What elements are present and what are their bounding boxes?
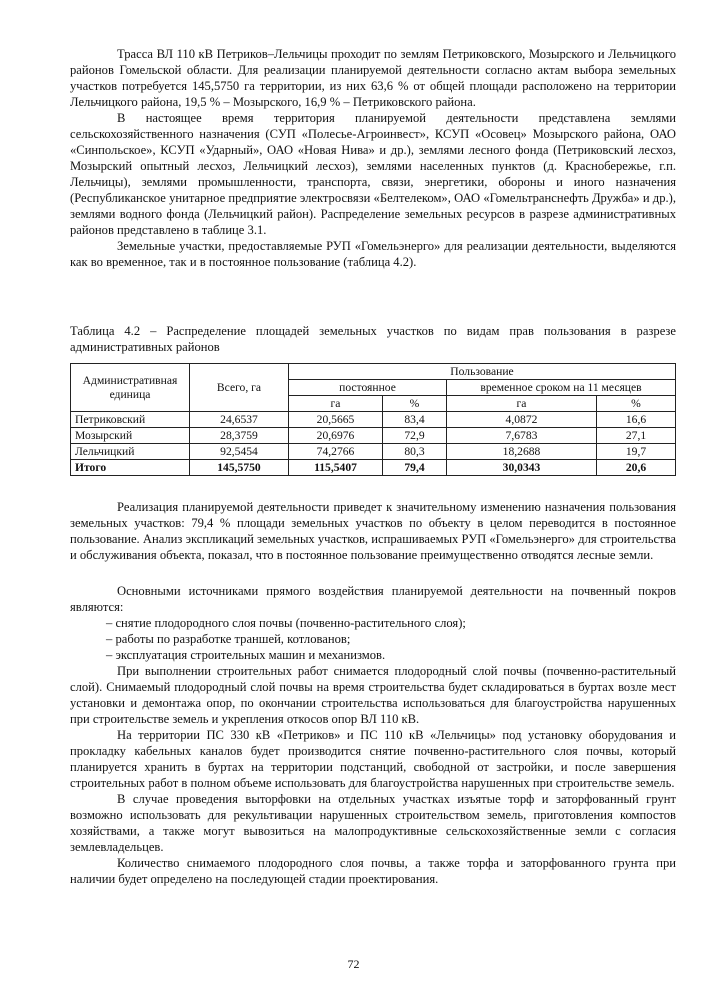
cell-admin-unit: Петриковский: [71, 412, 190, 428]
cell-permanent-pct: 72,9: [383, 428, 447, 444]
header-admin-unit: Административная единица: [71, 364, 190, 412]
table-row: [71, 428, 676, 444]
paragraph-quantity: Количество снимаемого плодородного слоя почвы, а также торфа и заторфованного грунта при наличии будет определено на последующей стадии проектирования.: [70, 856, 676, 886]
table-caption: Таблица 4.2 – Распределение площадей земельных участков по видам прав пользования в разрезе административных районов: [70, 324, 676, 354]
list-item: – работы по разработке траншей, котлованов;: [106, 632, 351, 646]
cell-total: 145,5750: [190, 460, 289, 476]
header-temporary-pct: %: [597, 396, 676, 412]
header-total-area: Всего, га: [190, 364, 289, 412]
cell-temporary-ha: 30,0343: [447, 460, 597, 476]
table-total-row: [71, 460, 676, 476]
cell-permanent-pct: 83,4: [383, 412, 447, 428]
page-number: 72: [347, 957, 360, 971]
cell-permanent-ha: 74,2766: [289, 444, 383, 460]
header-permanent-pct: %: [383, 396, 447, 412]
body-section: [70, 499, 676, 887]
table-row: [71, 412, 676, 428]
header-temporary-ha: га: [447, 396, 597, 412]
cell-permanent-ha: 115,5407: [289, 460, 383, 476]
cell-permanent-pct: 80,3: [383, 444, 447, 460]
cell-admin-unit: Мозырский: [71, 428, 190, 444]
land-distribution-table: [70, 363, 676, 476]
list-item: – снятие плодородного слоя почвы (почвенно-растительного слоя);: [106, 616, 466, 630]
cell-admin-unit: Лельчицкий: [71, 444, 190, 460]
table-row: [71, 444, 676, 460]
cell-total: 28,3759: [190, 428, 289, 444]
cell-temporary-ha: 18,2688: [447, 444, 597, 460]
paragraph-peat: В случае проведения выторфовки на отдельных участках изъятые торф и заторфованный грунт возможно использовать для рекультивации нарушенных строительством земель, приготовления компостов хозяйствами, а также могут вывозиться на малопродуктивные сельскохозяйственные земли с согласия землевладельцев.: [70, 792, 676, 854]
cell-permanent-pct: 79,4: [383, 460, 447, 476]
paragraph-land-plots: Земельные участки, предоставляемые РУП «Гомельэнерго» для реализации деятельности, выделяются как во временное, так и в постоянное пользование (таблица 4.2).: [70, 239, 676, 269]
paragraph-route: Трасса ВЛ 110 кВ Петриков–Лельчицы проходит по землям Петриковского, Мозырского и Лельчицкого районов Гомельской области. Для реализации планируемой деятельности согласно актам выбора земельных участков потребуется 145,5750 га территории, из них 63,6 % от общей площади расположено на территории Лельчицкого района, 19,5 % – Мозырского, 16,9 % – Петриковского района.: [70, 47, 676, 109]
cell-temporary-ha: 7,6783: [447, 428, 597, 444]
cell-temporary-pct: 16,6: [597, 412, 676, 428]
cell-permanent-ha: 20,6976: [289, 428, 383, 444]
header-permanent-ha: га: [289, 396, 383, 412]
cell-permanent-ha: 20,5665: [289, 412, 383, 428]
cell-temporary-pct: 19,7: [597, 444, 676, 460]
paragraph-land-categories: В настоящее время территория планируемой деятельности представлена землями сельскохозяйственного назначения (СУП «Полесье-Агроинвест», КСУП «Осовец» Мозырского района, ОАО «Синпольское», КСУП «Ударный», ОАО «Новая Нива» и др.), землями лесного фонда (Петриковский лесхоз, Мозырский опытный лесхоз, Лельчицкий лесхоз), землями населенных пунктов (д. Краснобережье, г.п. Лельчицы), землями промышленности, транспорта, связи, энергетики, обороны и иного назначения (Республиканское унитарное предприятие электросвязи «Белтелеком», ОАО «Гомельтранснефть Дружба» и др.), землями водного фонда (Лельчицкий район). Распределение земельных ресурсов в разрезе административных районов представлено в таблице 3.1.: [70, 111, 676, 237]
paragraph-usage-change: Реализация планируемой деятельности приведет к значительному изменению назначения пользования земельных участков: 79,4 % площади земельных участков по объекту в целом переводится в постоянное пользование. Анализ экспликаций земельных участков, испрашиваемых РУП «Гомельэнерго» для строительства и обслуживания объекта, показал, что в постоянное пользование преимущественно отводятся лесные земли.: [70, 500, 676, 562]
cell-total: 24,6537: [190, 412, 289, 428]
paragraph-substations: На территории ПС 330 кВ «Петриков» и ПС 110 кВ «Лельчицы» под установку оборудования и прокладку кабельных каналов будет производится снятие почвенно-растительного слоя почвы, который планируется хранить в буртах на территории подстанций, свободной от застройки, и после завершения строительных работ в полном объеме использовать для благоустройства нарушенных при строительстве земель.: [70, 728, 676, 790]
paragraph-impact-sources: Основными источниками прямого воздействия планируемой деятельности на почвенный покров являются:: [70, 584, 676, 614]
cell-temporary-pct: 27,1: [597, 428, 676, 444]
cell-temporary-ha: 4,0872: [447, 412, 597, 428]
header-temporary: временное сроком на 11 месяцев: [447, 380, 676, 396]
cell-temporary-pct: 20,6: [597, 460, 676, 476]
cell-total: 92,5454: [190, 444, 289, 460]
cell-total-label: Итого: [71, 460, 190, 476]
paragraph-topsoil-removal: При выполнении строительных работ снимается плодородный слой почвы (почвенно-растительный слой). Снимаемый плодородный слой почвы на время строительства будет складироваться в буртах возле мест установки и демонтажа опор, по окончании строительства использоваться для благоустройства нарушенных при строительстве земель и укрепления откосов опор ВЛ 110 кВ.: [70, 664, 676, 726]
list-item: – эксплуатация строительных машин и механизмов.: [106, 648, 386, 662]
intro-section: [70, 46, 676, 270]
header-permanent: постоянное: [289, 380, 447, 396]
header-usage: Пользование: [289, 364, 676, 380]
